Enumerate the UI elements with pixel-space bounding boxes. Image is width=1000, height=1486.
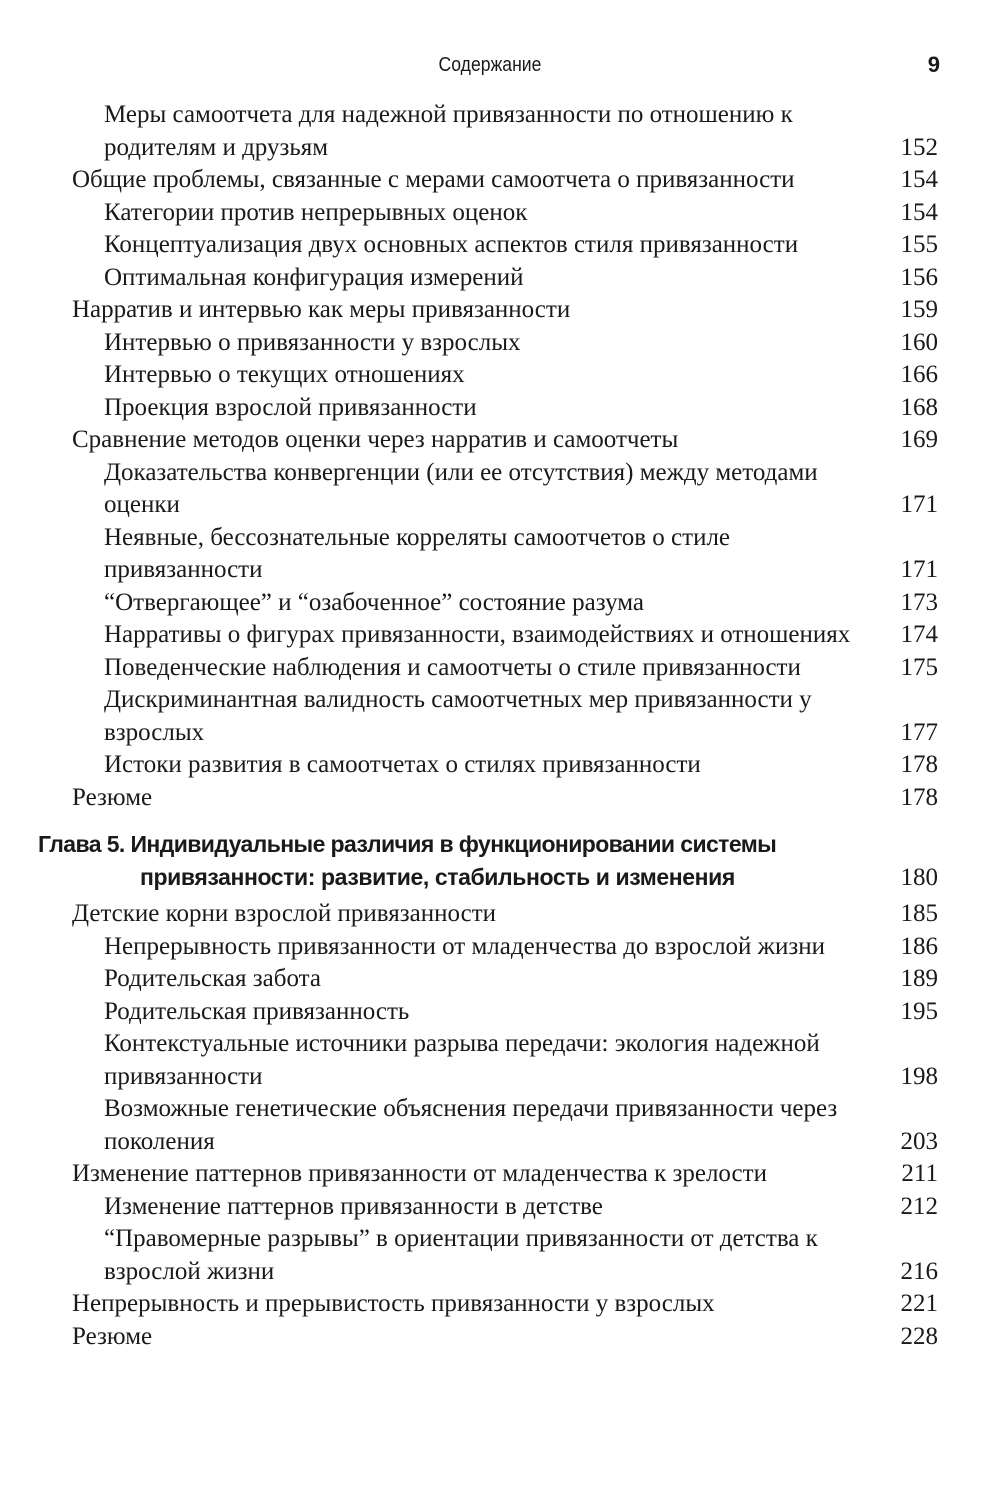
toc-entry-title: Интервью о текущих отношениях (104, 361, 465, 388)
chapter-heading (0, 828, 1000, 894)
toc-entry-page: 228 (900, 1322, 938, 1350)
chapter-page: 180 (900, 864, 938, 891)
toc-entry-page: 171 (900, 491, 938, 518)
toc-entry-title: Поведенческие наблюдения и самоотчеты о стиле привязанности (104, 653, 801, 681)
toc-entry-title: Родительская привязанность (104, 997, 410, 1025)
toc-entry-title: Резюме (72, 1322, 153, 1350)
toc-entry (0, 1321, 1000, 1354)
toc-entry-page: 174 (900, 621, 938, 648)
toc-entry-title: Контекстуальные источники разрыва передачи: экология надежной привязанности (104, 1030, 820, 1090)
toc-entry-title: Сравнение методов оценки через нарратив и самоотчеты (72, 426, 679, 453)
toc-entry-title: Нарративы о фигурах привязанности, взаимодействиях и отношениях (104, 621, 851, 648)
toc-entry-page: 154 (900, 198, 938, 226)
toc-entry-title: Концептуализация двух основных аспектов стиля привязанности (104, 231, 799, 258)
toc-entry (0, 1288, 1000, 1321)
toc-entry-title: Изменение паттернов привязанности в детстве (104, 1192, 603, 1220)
toc-entry (0, 749, 1000, 782)
toc-entry (0, 1223, 1000, 1288)
toc-entry-title: Непрерывность привязанности от младенчества до взрослой жизни (104, 932, 825, 960)
toc-entry (0, 963, 1000, 996)
toc-entry-title: Доказательства конвергенции (или ее отсутствия) между методами оценки (104, 458, 818, 518)
toc-entry-page: 166 (900, 361, 938, 388)
toc-entry-title: Резюме (72, 783, 153, 811)
toc-entry (0, 587, 1000, 620)
running-header (0, 52, 1000, 82)
toc-entry (0, 164, 1000, 197)
toc-entry-page: 154 (900, 166, 938, 193)
toc-entry (0, 99, 1000, 164)
toc-entry-page: 216 (900, 1257, 938, 1285)
toc-entry-page: 169 (900, 426, 938, 453)
toc-entry (0, 392, 1000, 425)
toc-entry (0, 782, 1000, 815)
toc-entry (0, 619, 1000, 652)
toc-entry-page: 185 (900, 900, 938, 927)
toc-entry-page: 168 (900, 393, 938, 421)
toc-entry-page: 159 (900, 296, 938, 323)
toc-entry-title: Родительская забота (104, 965, 321, 992)
toc-entry-title: Нарратив и интервью как меры привязанности (72, 296, 571, 323)
toc-entry-title: Проекция взрослой привязанности (104, 393, 477, 421)
toc-entry-page: 195 (900, 997, 938, 1025)
toc-entry-page: 156 (900, 263, 938, 291)
toc-entry-page: 178 (900, 783, 938, 811)
toc-entry-page: 221 (900, 1290, 938, 1317)
toc-entry-page: 186 (900, 932, 938, 960)
toc-entry-title: “Правомерные разрывы” в ориентации привязанности от детства к взрослой жизни (104, 1225, 818, 1285)
toc-entry-title: Детские корни взрослой привязанности (72, 900, 497, 927)
toc-entry-page: 203 (900, 1127, 938, 1155)
toc-entry-page: 198 (900, 1062, 938, 1090)
table-of-contents (0, 99, 1000, 1353)
toc-entry-page: 152 (900, 133, 938, 161)
toc-entry-page: 175 (900, 653, 938, 681)
toc-entry-title: Дискриминантная валидность самоотчетных мер привязанности у взрослых (104, 686, 812, 746)
toc-entry-page: 173 (900, 588, 938, 616)
toc-entry-title: Истоки развития в самоотчетах о стилях привязанности (104, 751, 701, 778)
toc-entry-page: 177 (900, 718, 938, 746)
toc-entry-title: Оптимальная конфигурация измерений (104, 263, 524, 291)
toc-entry (0, 457, 1000, 522)
toc-entry (0, 359, 1000, 392)
toc-entry (0, 1191, 1000, 1224)
toc-entry (0, 522, 1000, 587)
toc-entry-page: 212 (900, 1192, 938, 1220)
toc-entry-title: Общие проблемы, связанные с мерами самоотчета о привязанности (72, 166, 795, 193)
toc-entry-title: Изменение паттернов привязанности от младенчества к зрелости (72, 1160, 767, 1187)
toc-entry (0, 1158, 1000, 1191)
toc-entry (0, 424, 1000, 457)
toc-entry-page: 189 (900, 965, 938, 992)
toc-entry (0, 652, 1000, 685)
running-title: Содержание (438, 54, 542, 76)
toc-entry (0, 229, 1000, 262)
toc-entry (0, 262, 1000, 295)
chapter-title-line-1: Глава 5. Индивидуальные различия в функционировании системы (38, 831, 777, 857)
toc-entry-title: Интервью о привязанности у взрослых (104, 328, 521, 356)
toc-entry-page: 155 (900, 231, 938, 258)
toc-entry (0, 931, 1000, 964)
toc-entry (0, 1028, 1000, 1093)
toc-entry-title: Меры самоотчета для надежной привязанности по отношению к родителям и друзьям (104, 101, 793, 161)
toc-entry-title: Непрерывность и прерывистость привязанности у взрослых (72, 1290, 715, 1317)
toc-entry-page: 211 (901, 1160, 938, 1187)
toc-entry-title: Категории против непрерывных оценок (104, 198, 528, 226)
toc-entry-page: 178 (900, 751, 938, 778)
toc-entry-title: Неявные, бессознательные корреляты самоотчетов о стиле привязанности (104, 523, 731, 583)
toc-entry (0, 294, 1000, 327)
toc-entry (0, 684, 1000, 749)
toc-entry (0, 996, 1000, 1029)
toc-entry-page: 171 (900, 556, 938, 583)
toc-entry-title: Возможные генетические объяснения передачи привязанности через поколения (104, 1095, 838, 1155)
toc-entry (0, 327, 1000, 360)
toc-entry (0, 197, 1000, 230)
toc-entry (0, 1093, 1000, 1158)
page-number: 9 (927, 52, 940, 77)
toc-entry-title: “Отвергающее” и “озабоченное” состояние разума (104, 588, 644, 616)
chapter-title-line-2: привязанности: развитие, стабильность и изменения (140, 864, 735, 890)
toc-entry (0, 898, 1000, 931)
toc-entry-page: 160 (900, 328, 938, 356)
